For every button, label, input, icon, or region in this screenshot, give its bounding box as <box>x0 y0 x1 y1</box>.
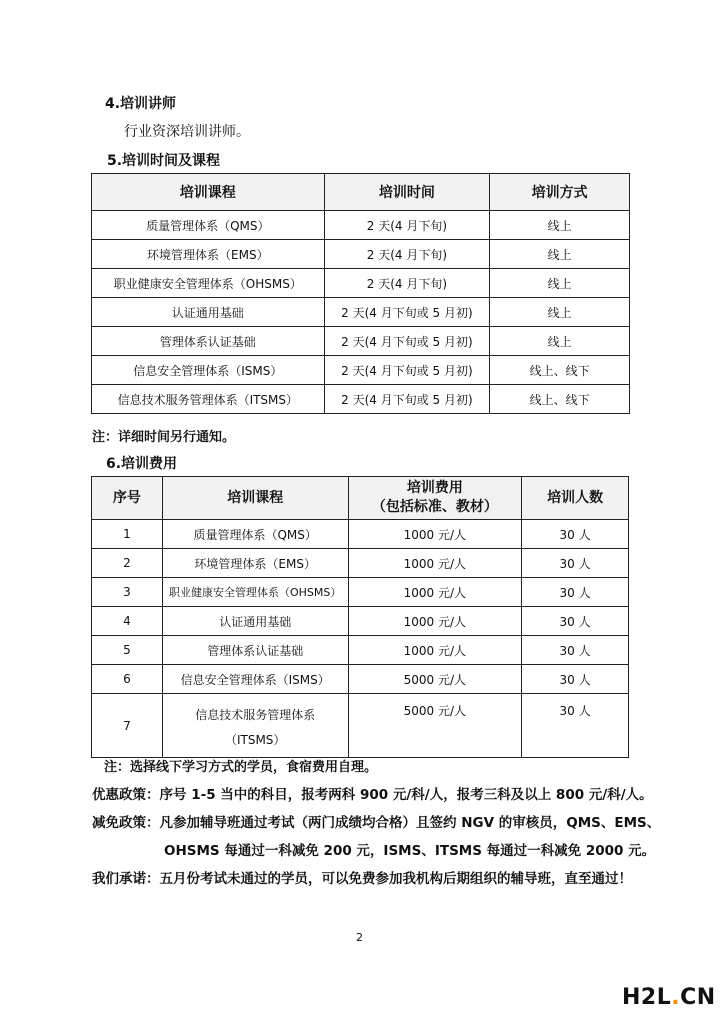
section-4-text: 行业资深培训讲师。 <box>124 124 250 140</box>
fee-table <box>91 476 629 758</box>
page-number: 2 <box>356 931 363 944</box>
schedule-note: 注：详细时间另行通知。 <box>92 430 236 445</box>
index-cell: 6 <box>92 665 163 694</box>
mode-cell: 线上 <box>490 211 630 240</box>
table-row <box>92 694 629 758</box>
waiver-policy-line1: 减免政策：凡参加辅导班通过考试（两门成绩均合格）且签约 NGV 的审核员，QMS、EMS、 <box>92 815 661 831</box>
header-fee-line1: 培训费用 <box>406 480 463 496</box>
course-cell: 信息安全管理体系（ISMS） <box>92 356 325 385</box>
table-row <box>92 385 630 414</box>
time-cell: 2 天(4 月下旬或 5 月初) <box>324 298 490 327</box>
time-cell: 2 天(4 月下旬或 5 月初) <box>324 356 490 385</box>
header-mode: 培训方式 <box>490 174 630 211</box>
mode-cell: 线上、线下 <box>490 385 630 414</box>
time-cell: 2 天(4 月下旬) <box>324 211 490 240</box>
fee-cell: 1000 元/人 <box>348 520 522 549</box>
logo-main: H2L <box>622 985 672 1010</box>
table-row <box>92 298 630 327</box>
fee-cell: 1000 元/人 <box>348 549 522 578</box>
course-cell: 认证通用基础 <box>162 607 348 636</box>
time-cell: 2 天(4 月下旬或 5 月初) <box>324 327 490 356</box>
table-header-row <box>92 477 629 520</box>
table-row <box>92 607 629 636</box>
header-fee <box>348 477 522 520</box>
course-cell: 信息安全管理体系（ISMS） <box>162 665 348 694</box>
course-cell: 认证通用基础 <box>92 298 325 327</box>
header-course: 培训课程 <box>162 477 348 520</box>
capacity-cell: 30 人 <box>522 578 629 607</box>
capacity-cell: 30 人 <box>522 607 629 636</box>
fee-cell: 5000 元/人 <box>348 694 522 758</box>
fee-cell: 1000 元/人 <box>348 578 522 607</box>
course-cell: 管理体系认证基础 <box>92 327 325 356</box>
course-cell: 职业健康安全管理体系（OHSMS） <box>162 578 348 607</box>
fee-cell: 5000 元/人 <box>348 665 522 694</box>
table-header-row <box>92 174 630 211</box>
table-row <box>92 549 629 578</box>
table-row <box>92 211 630 240</box>
table-row <box>92 578 629 607</box>
course-cell: 管理体系认证基础 <box>162 636 348 665</box>
section-4-heading: 4.培训讲师 <box>105 96 177 112</box>
logo-tld: CN <box>680 985 716 1010</box>
course-cell: 环境管理体系（EMS） <box>92 240 325 269</box>
fee-cell: 1000 元/人 <box>348 636 522 665</box>
time-cell: 2 天(4 月下旬或 5 月初) <box>324 385 490 414</box>
index-cell: 3 <box>92 578 163 607</box>
fee-note: 注：选择线下学习方式的学员，食宿费用自理。 <box>104 760 378 775</box>
capacity-cell: 30 人 <box>522 549 629 578</box>
table-row <box>92 356 630 385</box>
header-capacity: 培训人数 <box>522 477 629 520</box>
schedule-table <box>91 173 630 414</box>
time-cell: 2 天(4 月下旬) <box>324 240 490 269</box>
mode-cell: 线上 <box>490 240 630 269</box>
table-row <box>92 665 629 694</box>
capacity-cell: 30 人 <box>522 665 629 694</box>
header-course: 培训课程 <box>92 174 325 211</box>
index-cell: 2 <box>92 549 163 578</box>
header-time: 培训时间 <box>324 174 490 211</box>
index-cell: 4 <box>92 607 163 636</box>
mode-cell: 线上、线下 <box>490 356 630 385</box>
waiver-policy-line2: OHSMS 每通过一科减免 200 元，ISMS、ITSMS 每通过一科减免 2000 元。 <box>164 843 656 859</box>
table-row <box>92 240 630 269</box>
mode-cell: 线上 <box>490 269 630 298</box>
table-row <box>92 327 630 356</box>
mode-cell: 线上 <box>490 327 630 356</box>
course-line1: 信息技术服务管理体系 <box>195 707 316 722</box>
promise: 我们承诺：五月份考试未通过的学员，可以免费参加我机构后期组织的辅导班，直至通过！ <box>92 871 632 887</box>
course-cell: 质量管理体系（QMS） <box>162 520 348 549</box>
fee-cell: 1000 元/人 <box>348 607 522 636</box>
course-cell: 信息技术服务管理体系（ITSMS） <box>92 385 325 414</box>
course-line2: （ITSMS） <box>224 732 286 747</box>
discount-policy: 优惠政策：序号 1-5 当中的科目，报考两科 900 元/科/人，报考三科及以上 800 元/科/人。 <box>92 787 653 803</box>
logo-dot: . <box>671 985 681 1010</box>
section-6-heading: 6.培训费用 <box>106 456 178 472</box>
table-row <box>92 269 630 298</box>
course-cell: 职业健康安全管理体系（OHSMS） <box>92 269 325 298</box>
site-logo <box>622 985 716 1010</box>
index-cell: 7 <box>92 694 163 758</box>
time-cell: 2 天(4 月下旬) <box>324 269 490 298</box>
index-cell: 5 <box>92 636 163 665</box>
course-cell <box>162 694 348 758</box>
table-row <box>92 636 629 665</box>
index-cell: 1 <box>92 520 163 549</box>
course-cell: 质量管理体系（QMS） <box>92 211 325 240</box>
course-cell: 环境管理体系（EMS） <box>162 549 348 578</box>
table-row <box>92 520 629 549</box>
capacity-cell: 30 人 <box>522 694 629 758</box>
capacity-cell: 30 人 <box>522 636 629 665</box>
capacity-cell: 30 人 <box>522 520 629 549</box>
section-5-heading: 5.培训时间及课程 <box>107 153 221 169</box>
header-index: 序号 <box>92 477 163 520</box>
mode-cell: 线上 <box>490 298 630 327</box>
header-fee-line2: （包括标准、教材） <box>371 499 498 515</box>
